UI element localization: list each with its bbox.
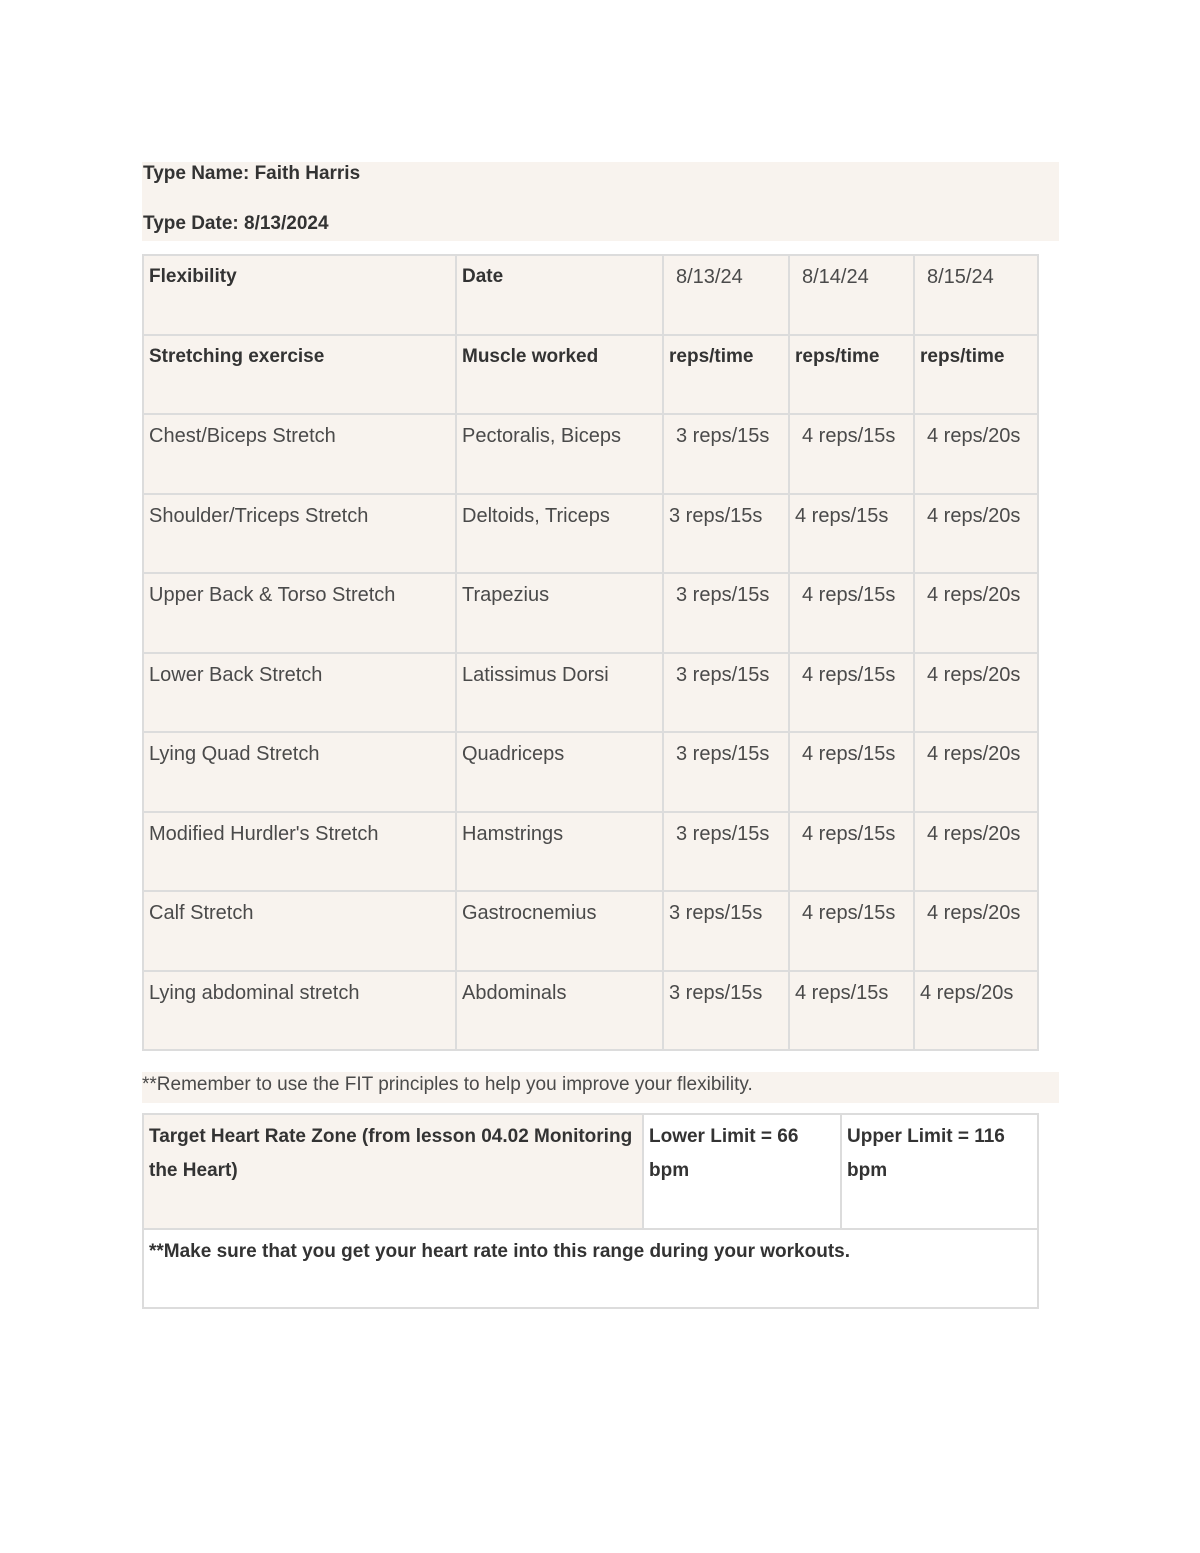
table-row — [143, 573, 1038, 653]
reps-cell: 3 reps/15s — [663, 494, 789, 574]
exercise-cell: Upper Back & Torso Stretch — [143, 573, 456, 653]
reps-cell: 3 reps/15s — [663, 891, 789, 971]
heart-rate-row — [143, 1114, 1038, 1229]
reps-cell: 4 reps/15s — [789, 573, 914, 653]
reps-cell: 4 reps/20s — [914, 971, 1038, 1051]
reps-cell: 4 reps/20s — [914, 573, 1038, 653]
reps-cell: 4 reps/15s — [789, 414, 914, 494]
table-row — [143, 971, 1038, 1051]
muscle-cell: Trapezius — [456, 573, 663, 653]
muscle-cell: Quadriceps — [456, 732, 663, 812]
fit-principles-note: **Remember to use the FIT principles to help you improve your flexibility. — [142, 1072, 1059, 1103]
muscle-cell: Deltoids, Triceps — [456, 494, 663, 574]
reps-cell: 3 reps/15s — [663, 653, 789, 733]
table-row — [143, 812, 1038, 892]
exercise-cell: Calf Stretch — [143, 891, 456, 971]
reps-cell: 4 reps/20s — [914, 891, 1038, 971]
subheader-cell-exercise: Stretching exercise — [143, 335, 456, 415]
exercise-cell: Shoulder/Triceps Stretch — [143, 494, 456, 574]
header-block — [142, 162, 1059, 241]
reps-cell: 3 reps/15s — [663, 971, 789, 1051]
heart-rate-reminder-cell: **Make sure that you get your heart rate into this range during your workouts. — [143, 1229, 1038, 1308]
lower-limit-cell: Lower Limit = 66 bpm — [643, 1114, 841, 1229]
reps-cell: 4 reps/15s — [789, 494, 914, 574]
muscle-cell: Pectoralis, Biceps — [456, 414, 663, 494]
table-row — [143, 891, 1038, 971]
name-line: Type Name: Faith Harris — [143, 163, 361, 184]
target-zone-cell: Target Heart Rate Zone (from lesson 04.02 Monitoring the Heart) — [143, 1114, 643, 1229]
heart-rate-table — [142, 1113, 1039, 1309]
exercise-cell: Lying Quad Stretch — [143, 732, 456, 812]
reps-cell: 4 reps/15s — [789, 812, 914, 892]
table-subheader-row — [143, 335, 1038, 415]
reps-cell: 3 reps/15s — [663, 812, 789, 892]
muscle-cell: Hamstrings — [456, 812, 663, 892]
table-row — [143, 653, 1038, 733]
subheader-cell-reps-1: reps/time — [663, 335, 789, 415]
table-header-row — [143, 255, 1038, 335]
table-row — [143, 414, 1038, 494]
reps-cell: 4 reps/15s — [789, 971, 914, 1051]
muscle-cell: Abdominals — [456, 971, 663, 1051]
muscle-cell: Gastrocnemius — [456, 891, 663, 971]
header-cell-day-3: 8/15/24 — [914, 255, 1038, 335]
reps-cell: 3 reps/15s — [663, 573, 789, 653]
table-row — [143, 494, 1038, 574]
reps-cell: 4 reps/20s — [914, 732, 1038, 812]
upper-limit-cell: Upper Limit = 116 bpm — [841, 1114, 1038, 1229]
exercise-cell: Lying abdominal stretch — [143, 971, 456, 1051]
reps-cell: 4 reps/15s — [789, 653, 914, 733]
date-line: Type Date: 8/13/2024 — [143, 213, 329, 234]
reps-cell: 4 reps/20s — [914, 494, 1038, 574]
header-cell-day-2: 8/14/24 — [789, 255, 914, 335]
muscle-cell: Latissimus Dorsi — [456, 653, 663, 733]
table-row — [143, 732, 1038, 812]
heart-rate-reminder-row — [143, 1229, 1038, 1308]
subheader-cell-reps-3: reps/time — [914, 335, 1038, 415]
header-cell-date: Date — [456, 255, 663, 335]
subheader-cell-muscle: Muscle worked — [456, 335, 663, 415]
reps-cell: 4 reps/20s — [914, 653, 1038, 733]
flexibility-table — [142, 254, 1039, 1051]
reps-cell: 3 reps/15s — [663, 414, 789, 494]
reps-cell: 4 reps/15s — [789, 732, 914, 812]
reps-cell: 4 reps/20s — [914, 414, 1038, 494]
exercise-cell: Lower Back Stretch — [143, 653, 456, 733]
subheader-cell-reps-2: reps/time — [789, 335, 914, 415]
reps-cell: 3 reps/15s — [663, 732, 789, 812]
reps-cell: 4 reps/15s — [789, 891, 914, 971]
reps-cell: 4 reps/20s — [914, 812, 1038, 892]
header-cell-flexibility: Flexibility — [143, 255, 456, 335]
exercise-cell: Chest/Biceps Stretch — [143, 414, 456, 494]
exercise-cell: Modified Hurdler's Stretch — [143, 812, 456, 892]
header-cell-day-1: 8/13/24 — [663, 255, 789, 335]
